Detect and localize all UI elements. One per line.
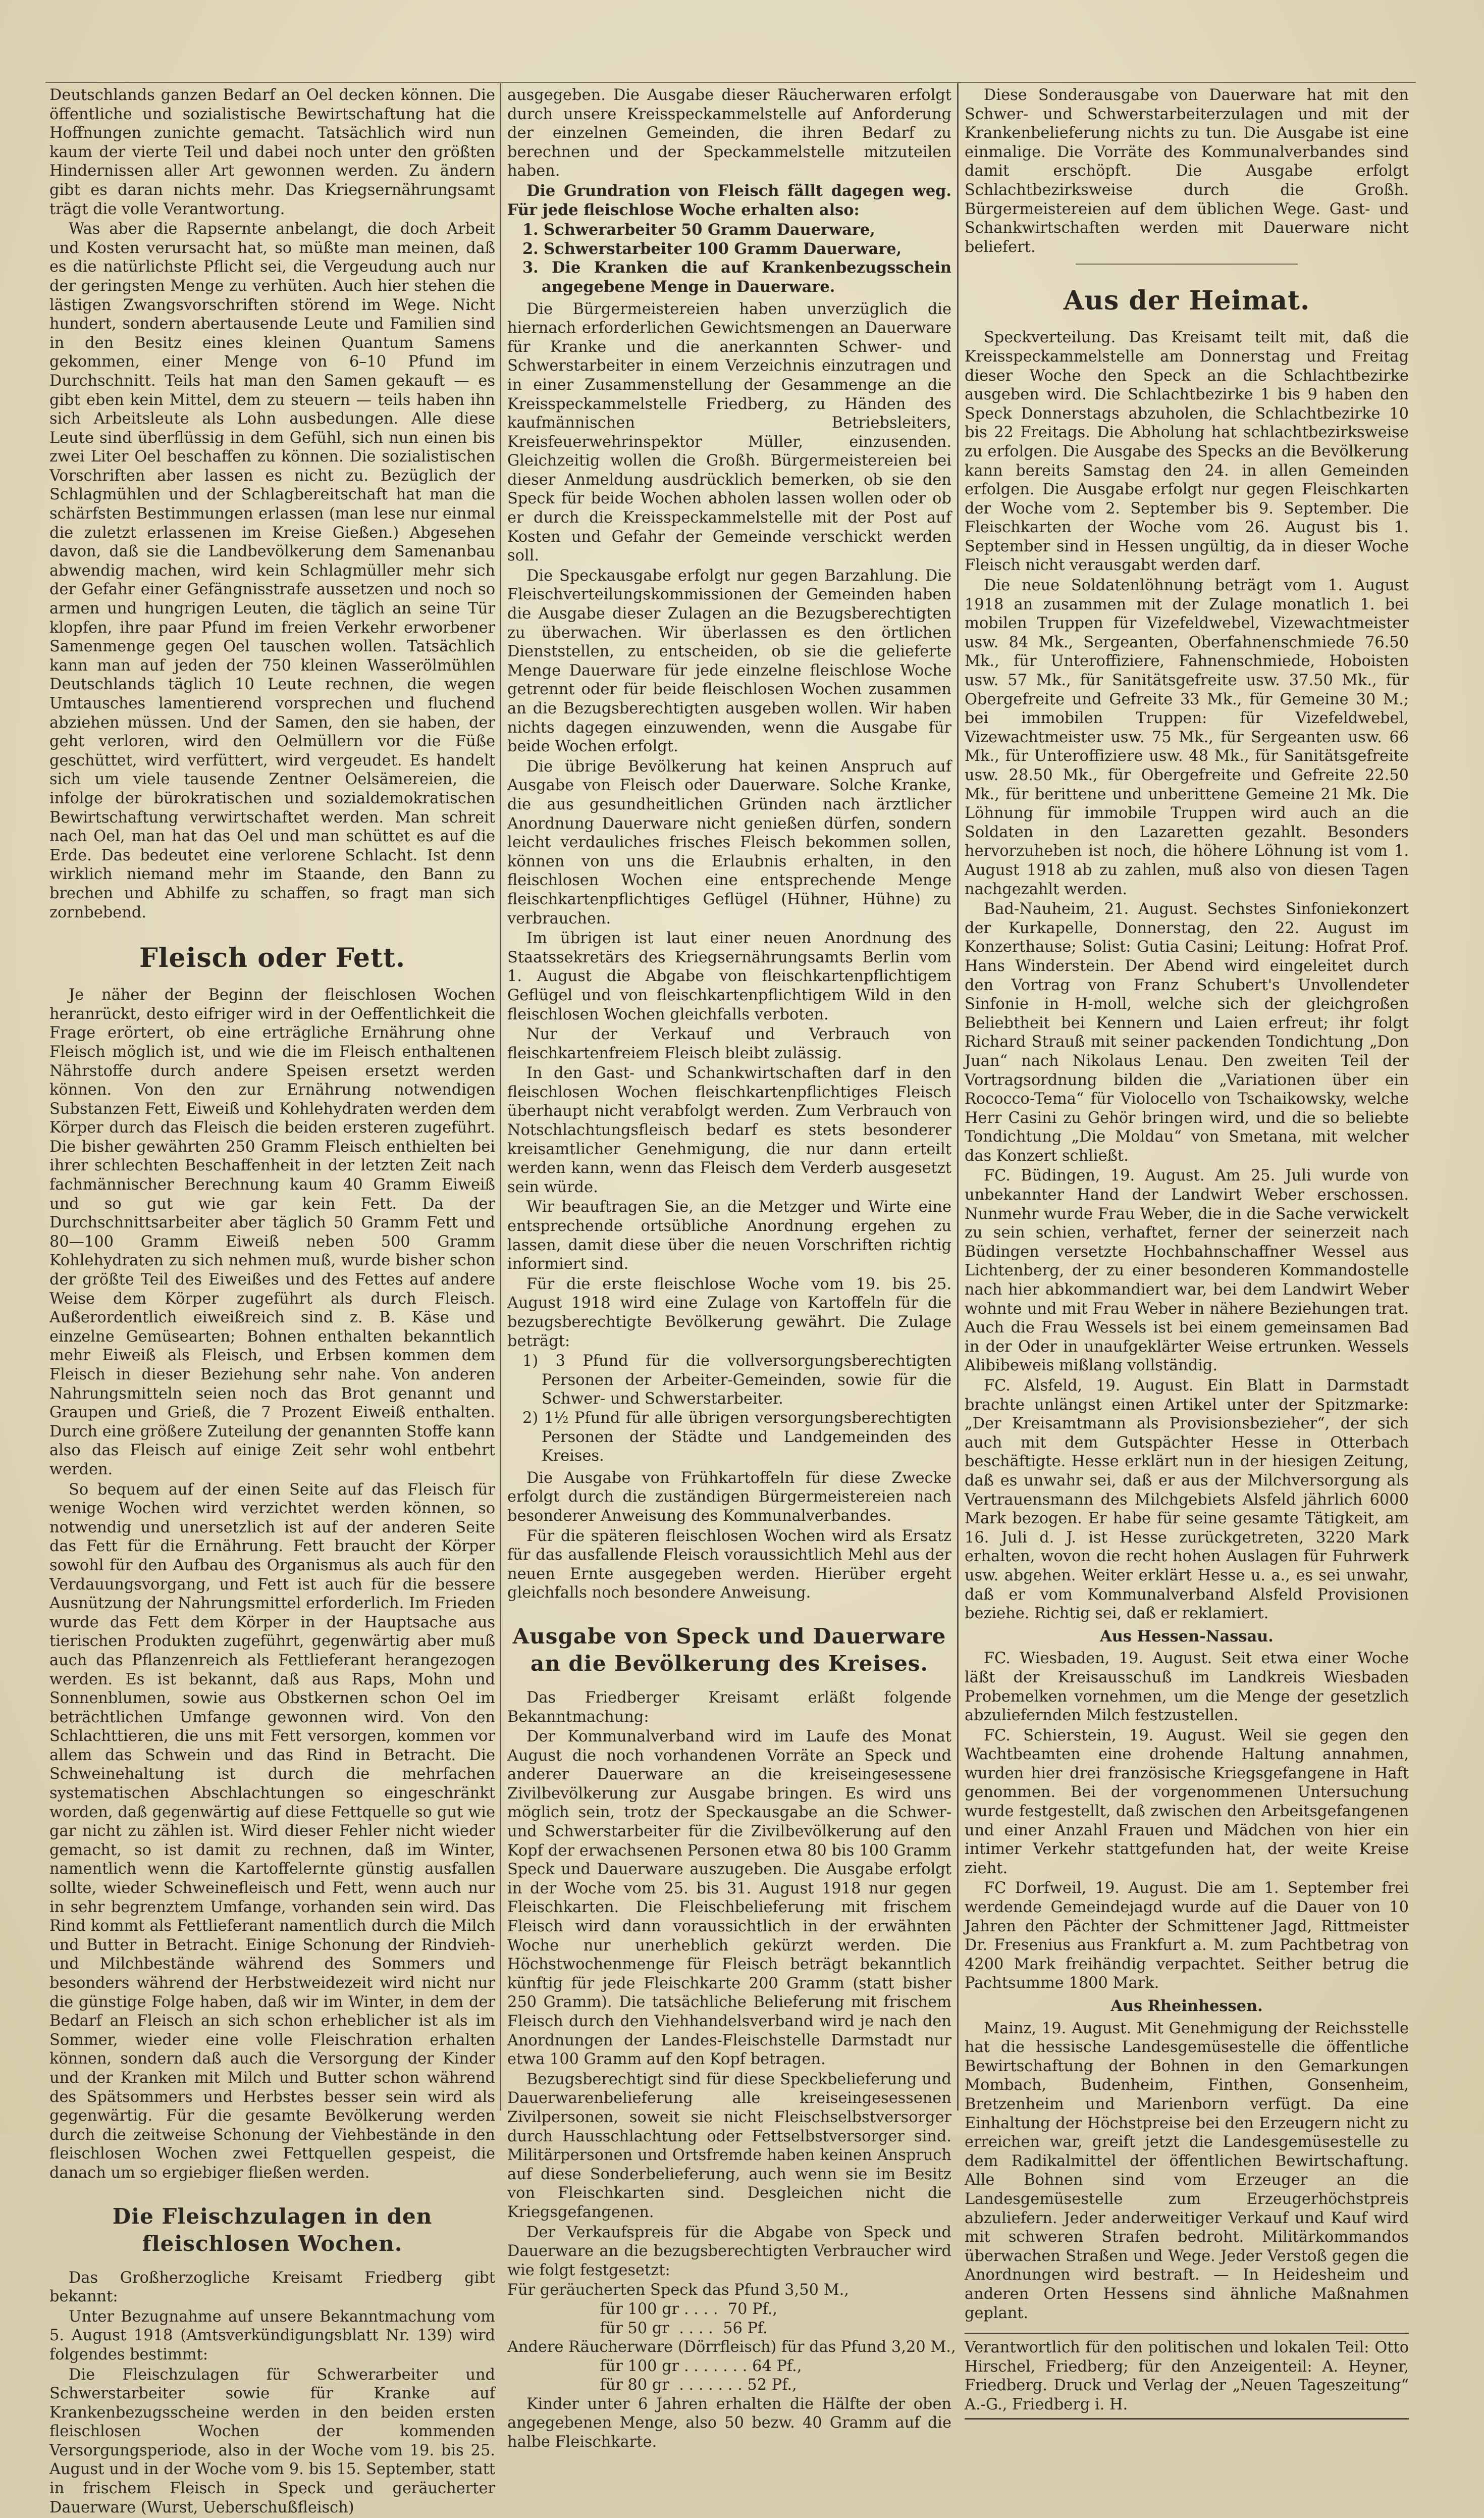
article-headline-speck-dauerware: Ausgabe von Speck und Dauerware an die Bevölkerung des Kreises.: [512, 1623, 946, 1676]
paragraph: Bad-Nauheim, 21. August. Sechstes Sinfoniekonzert der Kurkapelle, Donnerstag, den 22. August im Konzerthause; Solist: Gutia Casini; Leitung: Hofrat Prof. Hans Winderstein. Der Abend wird eingeleitet durch den Vortrag von Franz Schubert's Unvollendeter Sinfonie in H-moll, welche sich der gleichgroßen Beliebtheit bei Kennern und Laien erfreut; ihr folgt Richard Strauß mit seiner packenden Tondichtung „Don Juan“ nach Nikolaus Lenau. Den zweiten Teil der Vortragsordnung bilden die „Variationen über ein Rococco-Tema“ für Violocello von Tschaikowsky, welche Herr Casini zu Gehör bringen wird, und die so beliebte Tondichtung „Die Moldau“ von Smetana, mit welcher das Konzert schließt.: [965, 900, 1409, 1165]
paragraph: FC. Schierstein, 19. August. Weil sie gegen den Wachtbeamten eine drohende Haltung annahmen, wurden hier drei französische Kriegsgefangene in Haft genommen. Bei der vorgenommenen Untersuchung wurde festgestellt, daß zwischen den Arbeitsgefangenen und einer Anzahl Frauen und Mädchen von hier ein intimer Verkehr stattgefunden hat, der weite Kreise zieht.: [965, 1726, 1409, 1877]
paragraph: Die neue Soldatenlöhnung beträgt vom 1. August 1918 an zusammen mit der Zulage monatlich 1. bei mobilen Truppen für Vizefeldwebel, Vizewachtmeister usw. 84 Mk., Sergeanten, Oberfahnenschmiede 76.50 Mk., für Unteroffiziere, Fahnenschmiede, Hoboisten usw. 57 Mk., für Sanitätsgefreite usw. 37.50 Mk., für Obergefreite und Gefreite 33 Mk., für Gemeine 30 M.; bei immobilen Truppen: für Vizefeldwebel, Vizewachtmeister usw. 75 Mk., für Sergeanten usw. 66 Mk., für Unteroffiziere usw. 48 Mk., für Sanitätsgefreite usw. 28.50 Mk., für Obergefreite und Gefreite 22.50 Mk., für berittene und unberittene Gemeine 21 Mk. Die Löhnung für immobile Truppen wird auch an die Soldaten in den Lazaretten gezahlt. Besonders hervorzuheben ist noch, die höhere Löhnung ist vom 1. August 1918 ab zu zahlen, muß also von diesen Tagen nachgezahlt werden.: [965, 577, 1409, 898]
paragraph: Wir beauftragen Sie, an die Metzger und Wirte eine entsprechende ortsübliche Anordnung ergehen zu lassen, damit diese über die neuen Vorschriften richtig informiert sind.: [507, 1198, 951, 1273]
paragraph: Bezugsberechtigt sind für diese Speckbelieferung und Dauerwarenbelieferung alle kreiseingesessenen Zivilpersonen, soweit sie nicht Fleischselbstversorger durch Hausschlachtung oder Fettselbstversorger sind. Militärpersonen und Ortsfremde haben keinen Anspruch auf diese Sonderbelieferung, auch wenn sie im Besitz von Fleischkarten sind. Desgleichen nicht die Kriegsgefangenen.: [507, 2070, 951, 2221]
paragraph: Deutschlands ganzen Bedarf an Oel decken können. Die öffentliche und sozialistische Bewirtschaftung hat die Hoffnungen zunichte gemacht. Tatsächlich wird nun kaum der vierte Teil und dabei noch unter den größten Hindernissen aller Art gewonnen werden. Zu ändern gibt es daran nichts mehr. Das Kriegsernährungsamt trägt die volle Verantwortung.: [49, 86, 495, 218]
paragraph: FC. Wiesbaden, 19. August. Seit etwa einer Woche läßt der Kreisausschuß im Landkreis Wiesbaden Probemelken vornehmen, um die Menge der gesetzlich abzuliefernden Milch festzustellen.: [965, 1650, 1409, 1725]
paragraph: Speckverteilung. Das Kreisamt teilt mit, daß die Kreisspeckammelstelle am Donnerstag und Freitag dieser Woche den Speck an die Schlachtbezirke ausgeben wird. Die Schlachtbezirke 1 bis 9 haben den Speck Donnerstags abzuholen, die Schlachtbezirke 10 bis 22 Freitags. Die Abholung hat schlachtbezirksweise zu erfolgen. Die Ausgabe des Specks an die Bevölkerung kann bereits Samstag den 24. in allen Gemeinden erfolgen. Die Ausgabe erfolgt nur gegen Fleischkarten der Woche vom 2. September bis 9. September. Die Fleischkarten der Woche vom 26. August bis 1. September sind in Hessen ungültig, da in dieser Woche Fleisch nicht verausgabt werden darf.: [965, 329, 1409, 575]
paragraph: Mainz, 19. August. Mit Genehmigung der Reichsstelle hat die hessische Landesgemüsestelle die öffentliche Bewirtschaftung der Bohnen in den Gemarkungen Mombach, Budenheim, Finthen, Gonsenheim, Bretzenheim und Marienborn verfügt. Da eine Einhaltung der Höchstpreise bei den Erzeugern nicht zu erreichen war, greift jetzt die Landesgemüsestelle zu dem Radikalmittel der öffentlichen Bewirtschaftung. Alle Bohnen sind vom Erzeuger an die Landesgemüsestelle zum Erzeugerhöchstpreis abzuliefern. Jeder anderweitiger Verkauf und Kauf wird mit schweren Strafen bedroht. Militärkommandos überwachen Straßen und Wege. Jeder Verstoß gegen die Anordnungen wird bestraft. — In Heidesheim und anderen Orten Hessens sind ähnliche Maßnahmen geplant.: [965, 2019, 1409, 2322]
paragraph: Das Friedberger Kreisamt erläßt folgende Bekanntmachung:: [507, 1688, 951, 1726]
price-row: Andere Räucherware (Dörrfleisch) für das Pfund 3,20 M.,: [507, 2338, 956, 2356]
paragraph: Kinder unter 6 Jahren erhalten die Hälfte der oben angegebenen Menge, also 50 bezw. 40 Gramm auf die halbe Fleischkarte.: [507, 2395, 951, 2451]
paragraph: Die Bürgermeistereien haben unverzüglich die hiernach erforderlichen Gewichtsmengen an Dauerware für Kranke und die anerkannten Schwer- und Schwerstarbeiter in einem Verzeichnis einzutragen und in einer Zusammenstellung der Gesammenge an die Kreisspeckammelstelle Friedberg, zu Händen des kaufmännischen Betriebsleiters, Kreisfeuerwehrinspektor Müller, einzusenden. Gleichzeitig wollen die Großh. Bürgermeistereien bei dieser Anmeldung ausdrücklich bemerken, ob sie den Speck für beide Wochen abholen lassen wollen oder ob er durch die Kreisspeckammelstelle mit der Post auf Kosten und Gefahr der Gemeinde verschickt werden soll.: [507, 300, 951, 565]
paragraph: Nur der Verkauf und Verbrauch von fleischkartenfreiem Fleisch bleibt zulässig.: [507, 1025, 951, 1062]
paragraph: Je näher der Beginn der fleischlosen Wochen heranrückt, desto eifriger wird in der Oeffentlichkeit die Frage erörtert, ob eine erträgliche Ernährung ohne Fleisch möglich ist, und wie die im Fleisch enthaltenen Nährstoffe durch andere Speisen ersetzt werden können. Von den zur Ernährung notwendigen Substanzen Fett, Eiweiß und Kohlehydraten werden dem Körper durch das Fleisch die beiden ersteren zugeführt. Die bisher gewährten 250 Gramm Fleisch enthielten bei ihrer schlechten Beschaffenheit in der letzten Zeit nach fachmännischer Berechnung kaum 40 Gramm Eiweiß und so gut wie gar kein Fett. Da der Durchschnittsarbeiter aber täglich 50 Gramm Fett und 80—100 Gramm Eiweiß neben 500 Gramm Kohlehydraten zu sich nehmen muß, wurde bisher schon der größte Teil des Eiweißes und des Fettes auf andere Weise dem Körper zugeführt als durch Fleisch. Außerordentlich eiweißreich sind z. B. Käse und einzelne Gemüsearten; Bohnen enthalten bekanntlich mehr Eiweiß als Fleisch, und Erbsen kommen dem Fleisch in dieser Beziehung sehr nahe. Von anderen Nahrungsmitteln seien noch das Brot genannt und Graupen und Grieß, die 7 Prozent Eiweiß enthalten. Durch eine größere Zuteilung der genannten Stoffe kann also das Fleisch auf einige Zeit sehr wohl entbehrt werden.: [49, 986, 495, 1478]
divider: [1076, 264, 1298, 265]
paragraph: Die Grundration von Fleisch fällt dagegen weg. Für jede fleischlose Woche erhalten also:: [507, 181, 951, 219]
paragraph: ausgegeben. Die Ausgabe dieser Räucherwaren erfolgt durch unsere Kreisspeckammelstelle auf Anforderung der einzelnen Gemeinden, die ihren Bedarf zu berechnen und der Speckammelstelle mitzuteilen haben.: [507, 86, 951, 180]
price-row: für 100 gr . . . . 70 Pf.,: [507, 2300, 778, 2318]
potato-list: [507, 1352, 951, 1466]
column-2: [507, 86, 956, 2453]
paragraph: In den Gast- und Schankwirtschaften darf in den fleischlosen Wochen fleischkartenpflichtiges Fleisch überhaupt nicht verabfolgt werden. Zum Verbrauch von Notschlachtungsfleisch bedarf es stets besonderer kreisamtlicher Genehmigung, die nur dann erteilt werden kann, wenn das Fleisch dem Verderb ausgesetzt sein würde.: [507, 1064, 951, 1196]
article-headline-fleischzulagen: Die Fleischzulagen in den fleischlosen Wochen.: [112, 2203, 433, 2256]
price-row: Für geräucherten Speck das Pfund 3,50 M.,: [507, 2281, 849, 2299]
price-row: für 100 gr . . . . . . . 64 Pf.,: [507, 2357, 802, 2375]
paragraph: Für die erste fleischlose Woche vom 19. bis 25. August 1918 wird eine Zulage von Kartoffeln für die bezugsberechtigte Bevölkerung gewährt. Die Zulage beträgt:: [507, 1275, 951, 1350]
list-item: 2. Schwerstarbeiter 100 Gramm Dauerware,: [522, 239, 902, 258]
paragraph: Das Großherzogliche Kreisamt Friedberg gibt bekannt:: [49, 2269, 495, 2306]
paragraph: Die Fleischzulagen für Schwerarbeiter und Schwerstarbeiter sowie für Kranke auf Krankenbezugsscheine werden in den beiden ersten fleischlosen Wochen der kommenden Versorgungsperiode, also in der Woche vom 19. bis 25. August und in der Woche vom 9. bis 15. September, statt in frischem Fleisch in Speck und geräucherter Dauerware (Wurst, Ueberschußfleisch): [49, 2366, 495, 2516]
paragraph: Die Ausgabe von Frühkartoffeln für diese Zwecke erfolgt durch die zuständigen Bürgermeistereien nach besonderer Anweisung des Kommunalverbandes.: [507, 1469, 951, 1525]
column-rule-1: [500, 83, 501, 2111]
paragraph: FC Dorfweil, 19. August. Die am 1. September frei werdende Gemeindejagd wurde auf die Dauer von 10 Jahren den Pächter der Schmittener Jagd, Rittmeister Dr. Fresenius aus Frankfurt a. M. zum Pachtbetrag von 4200 Mark freihändig verpachtet. Seither betrug die Pachtsumme 1800 Mark.: [965, 1879, 1409, 1992]
price-row: für 80 gr . . . . . . . 52 Pf.,: [507, 2376, 797, 2394]
subsection-heading: Aus Hessen-Nassau.: [1100, 1627, 1274, 1646]
column-3: [965, 86, 1409, 2420]
top-rule: [45, 82, 1416, 83]
paragraph: Diese Sonderausgabe von Dauerware hat mit den Schwer- und Schwerstarbeiterzulagen und mit der Krankenbelieferung nichts zu tun. Die Ausgabe ist eine einmalige. Die Vorräte des Kommunalverbandes sind damit erschöpft. Die Ausgabe erfolgt Schlachtbezirksweise durch die Großh. Bürgermeistereien auf dem üblichen Wege. Gast- und Schankwirtschaften werden mit Dauerware nicht beliefert.: [965, 86, 1409, 256]
article-headline-fleisch-oder-fett: Fleisch oder Fett.: [139, 943, 406, 974]
paragraph: So bequem auf der einen Seite auf das Fleisch für wenige Wochen wird verzichtet werden können, so notwendig und unersetzlich ist auf der anderen Seite das Fett für die Ernährung. Fett braucht der Körper sowohl für den Aufbau des Organismus als auch für den Verdauungsvorgang, und Fett ist auch für die bessere Ausnützung der Nahrungsmittel erforderlich. Im Frieden wurde das Fett dem Körper in der Hauptsache aus tierischen Produkten zugeführt, gegenwärtig aber muß auch das Pflanzenreich als Fettlieferant herangezogen werden. Es ist bekannt, daß aus Raps, Mohn und Sonnenblumen, sowie aus Obstkernen schon Oel im beträchtlichen Umfange gewonnen wird. Von den Schlachttieren, die uns mit Fett versorgen, kommen vor allem das Schwein und das Rind in Betracht. Die Schweinehaltung ist durch die mehrfachen systematischen Abschlachtungen so eingeschränkt worden, daß gegenwärtig auf diese Fettquelle so gut wie gar nicht zu zählen ist. Wird dieser Fehler nicht wieder gemacht, so ist damit zu rechnen, daß im Winter, namentlich wenn die Kartoffelernte günstig ausfallen sollte, wieder Schweinefleisch und Fett, wenn auch nur in sehr begrenztem Umfange, vorhanden sein wird. Das Rind kommt als Fettlieferant namentlich durch die Milch und Butter in Betracht. Einige Schonung der Rindvieh- und Milchbestände während des Sommers und besonders während der Herbstweidezeit wird nicht nur die günstige Folge haben, daß wir im Winter, in dem der Bedarf an Fleisch an sich schon erheblicher ist als im Sommer, wieder eine volle Fleischration erhalten können, sondern daß auch die Versorgung der Kinder und der Kranken mit Milch und Butter schon während des Spätsommers und Herbstes besser sein wird als gegenwärtig. Für die gesamte Bevölkerung werden durch die zeitweise Schonung der Viehbestände in den fleischlosen Wochen zwei Fettquellen gespeist, die danach um so ergiebiger fließen werden.: [49, 1480, 495, 2182]
section-headline-aus-der-heimat: Aus der Heimat.: [1063, 285, 1310, 317]
subsection-heading: Aus Rheinhessen.: [1110, 1997, 1263, 2015]
ration-list: [507, 221, 951, 296]
column-1: [49, 86, 495, 2518]
paragraph: FC. Büdingen, 19. August. Am 25. Juli wurde von unbekannter Hand der Landwirt Weber erschossen. Nunmehr wurde Frau Weber, die in die Sache verwickelt zu sein schien, verhaftet, ferner der seinerzeit nach Büdingen versetzte Hochbahnschaffner Wessel aus Lichtenberg, der zu einer besonderen Kommandostelle nach hier abkommandiert war, bei dem Landwirt Weber wohnte und mit Frau Weber in nähere Beziehungen trat. Auch die Frau Wessels ist bei einem gemeinsamen Bad in der Oder in unaufgeklärter Weise ertrunken. Wessels Alibibeweis mißlang vollständig.: [965, 1167, 1409, 1375]
paragraph: Im übrigen ist laut einer neuen Anordnung des Staatssekretärs des Kriegsernährungsamts Berlin vom 1. August die Abgabe von fleischkartenpflichtigem Geflügel und von fleischkartenpflichtigem Wild in den fleischlosen Wochen gleichfalls verboten.: [507, 930, 951, 1023]
price-row: für 50 gr . . . . 56 Pf.: [507, 2319, 768, 2337]
list-item: 1) 3 Pfund für die vollversorgungsberechtigten Personen der Arbeiter-Gemeinden, sowie für die Schwer- und Schwerstarbeiter.: [522, 1352, 951, 1408]
price-table: [507, 2281, 956, 2395]
paragraph: Der Kommunalverband wird im Laufe des Monat August die noch vorhandenen Vorräte an Speck und anderer Dauerware an die kreiseingesessene Zivilbevölkerung zur Ausgabe bringen. Es wird uns möglich sein, trotz der Speckausgabe an die Schwer- und Schwerstarbeiter für die Zivilbevölkerung auf den Kopf der erwachsenen Personen etwa 80 bis 100 Gramm Speck und Dauerware auszugeben. Die Ausgabe erfolgt in der Woche vom 25. bis 31. August 1918 nur gegen Fleischkarten. Die Fleischbelieferung mit frischem Fleisch wird dann voraussichtlich in der erwähnten Woche nur unerheblich gekürzt werden. Die Höchstwochenmenge für Fleisch beträgt bekanntlich künftig für jede Fleischkarte 200 Gramm (statt bisher 250 Gramm). Die tatsächliche Belieferung mit frischem Fleisch durch den Viehhandelsverband wird je nach den Anordnungen der Landes-Fleischstelle Darmstadt nur etwa 100 Gramm auf den Kopf betragen.: [507, 1728, 951, 2069]
paragraph: Der Verkaufspreis für die Abgabe von Speck und Dauerware an die bezugsberechtigten Verbraucher wird wie folgt festgesetzt:: [507, 2223, 951, 2279]
list-item: 1. Schwerarbeiter 50 Gramm Dauerware,: [522, 221, 875, 239]
imprint: Verantwortlich für den politischen und lokalen Teil: Otto Hirschel, Friedberg; für den Anzeigenteil: A. Heyner, Friedberg. Druck und Verlag der „Neuen Tageszeitung“ A.-G., Friedberg i. H.: [965, 2333, 1409, 2420]
paragraph: Die übrige Bevölkerung hat keinen Anspruch auf Ausgabe von Fleisch oder Dauerware. Solche Kranke, die aus gesundheitlichen Gründen nach ärztlicher Anordnung Dauerware nicht genießen dürfen, sondern leicht verdauliches frisches Fleisch bekommen sollen, können von uns die Erlaubnis erhalten, in den fleischlosen Wochen eine entsprechende Menge fleischkartenpflichtiges Geflügel (Hühner, Hühne) zu verbrauchen.: [507, 757, 951, 928]
paragraph: Unter Bezugnahme auf unsere Bekanntmachung vom 5. August 1918 (Amtsverkündigungsblatt Nr. 139) wird folgendes bestimmt:: [49, 2307, 495, 2363]
paragraph: FC. Alsfeld, 19. August. Ein Blatt in Darmstadt brachte unlängst einen Artikel unter der Spitzmarke: „Der Kreisamtmann als Provisionsbezieher“, der sich auch mit dem Gutspächter Hesse in Otterbach beschäftigte. Hesse erklärt nun in der hiesigen Zeitung, daß es unwahr sei, daß er aus der Milchversorgung als Vertrauensmann des Milchgebiets Alsfeld jährlich 6000 Mark bezogen. Er habe für seine gesamte Tätigkeit, am 16. Juli d. J. ist Hesse zurückgetreten, 3220 Mark erhalten, wovon die recht hohen Auslagen für Fuhrwerk usw. abgehen. Weiter erklärt Hesse u. a., es sei unwahr, daß er vom Kommunalverband Alsfeld Provisionen beziehe. Richtig sei, daß er reklamiert.: [965, 1377, 1409, 1623]
paragraph: Für die späteren fleischlosen Wochen wird als Ersatz für das ausfallende Fleisch voraussichtlich Mehl aus der neuen Ernte ausgegeben werden. Hierüber ergeht gleichfalls noch besondere Anweisung.: [507, 1527, 951, 1602]
list-item: 3. Die Kranken die auf Krankenbezugsschein angegebene Menge in Dauerware.: [522, 259, 951, 296]
paragraph: Was aber die Rapsernte anbelangt, die doch Arbeit und Kosten verursacht hat, so müßte man meinen, daß es die natürlichste Pflicht sei, die Vergeudung auch nur der geringsten Menge zu verhüten. Auch hier stehen die lästigen Zwangsvorschriften störend im Wege. Nicht hundert, sondern abertausende Leute und Familien sind in den Besitz eines kleinen Quantum Samens gekommen, einer Menge von 6–10 Pfund im Durchschnitt. Teils hat man den Samen gekauft — es gibt eben kein Mittel, dem zu steuern — teils haben ihn sich Arbeitsleute als Lohn ausbedungen. Alle diese Leute sind überflüssig in dem Gefühl, sich nun einen bis zwei Liter Oel beschaffen zu können. Die sozialistischen Vorschriften aber lassen es nicht zu. Bezüglich der Schlagmühlen und der Schlagbereitschaft hat man die schärfsten Bestimmungen erlassen (man lese nur einmal die zuletzt erlassenen im Kreise Gießen.) Abgesehen davon, daß sie die Landbevölkerung dem Samenanbau abwendig machen, wird kein Schlagmüller mehr sich der Gefahr einer Gefängnisstrafe aussetzen und noch so armen und hungrigen Leuten, die täglich an seine Tür klopfen, ihre paar Pfund im freien Verkehr erworbener Samenmenge gegen Oel tauschen wollen. Tatsächlich kann man auf jeden der 750 kleinen Wasserölmühlen Deutschlands täglich 10 Leute rechnen, die wegen Umtausches lamentierend vorsprechen und fluchend abziehen müssen. Und der Samen, den sie haben, der geht verloren, wird den Oelmüllern vor die Füße geschüttet, wird verfüttert, wird vergeudet. Es handelt sich um viele tausende Zentner Oelsämereien, die infolge der bürokratischen und sozialdemokratischen Bewirtschaftung verwirtschaftet werden. Man schreit nach Oel, man hat das Oel und man schüttet es auf die Erde. Das bedeutet eine verlorene Schlacht. Ist denn wirklich niemand mehr im Staande, den Bann zu brechen und Abhilfe zu schaffen, so fragt man sich zornbebend.: [49, 220, 495, 921]
column-rule-2: [957, 83, 959, 2111]
paragraph: Die Speckausgabe erfolgt nur gegen Barzahlung. Die Fleischverteilungskommissionen der Gemeinden haben die Ausgabe dieser Zulagen an die Bezugsberechtigten zu überwachen. Wir überlassen es den örtlichen Dienststellen, zu entscheiden, ob sie die gelieferte Menge Dauerware für jede einzelne fleischlose Woche getrennt oder für beide fleischlosen Wochen zusammen an die Bezugsberechtigten ausgeben wollen. Wir haben nichts dagegen einzuwenden, wenn die Ausgabe für beide Wochen erfolgt.: [507, 567, 951, 756]
list-item: 2) 1½ Pfund für alle übrigen versorgungsberechtigten Personen der Städte und Landgemeinden des Kreises.: [522, 1409, 951, 1465]
